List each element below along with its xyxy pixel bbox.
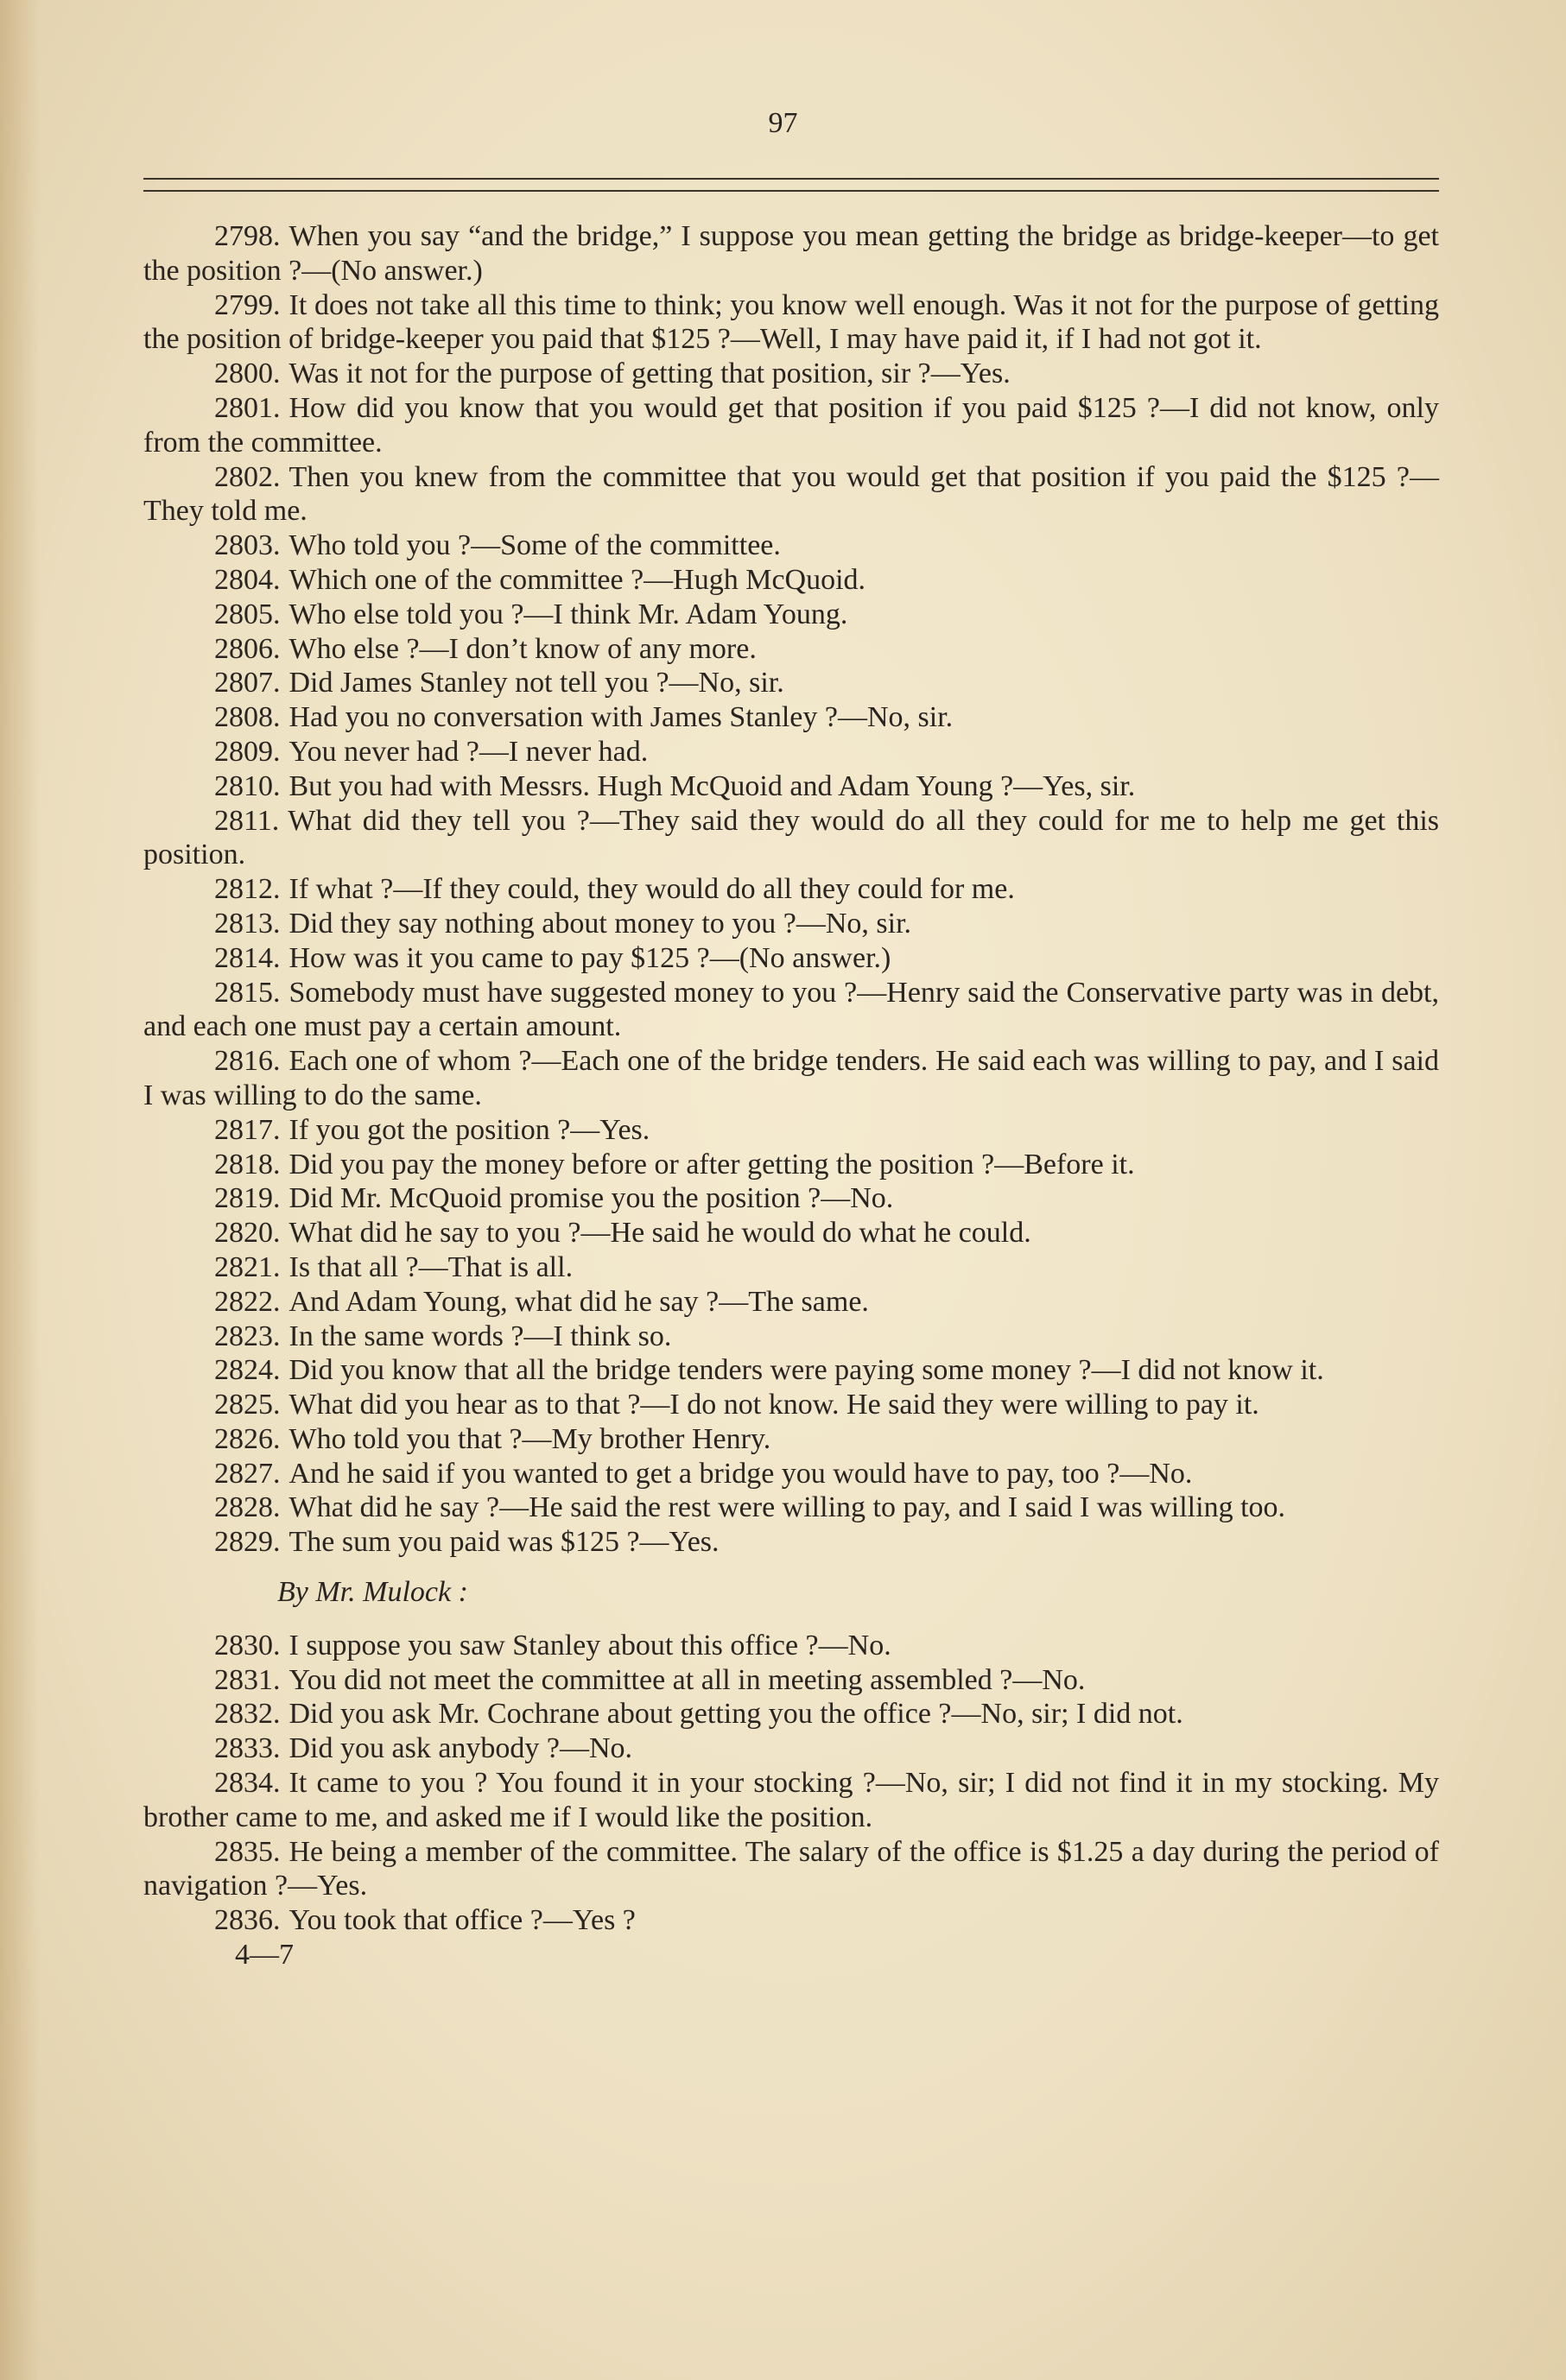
testimony-paragraph xyxy=(143,1697,1439,1731)
testimony-paragraph xyxy=(143,1148,1439,1182)
testimony-paragraph xyxy=(143,769,1439,804)
question-number: 2820. xyxy=(214,1217,281,1250)
testimony-text: Somebody must have suggested money to you ?—Henry said the Conservative party was in debt, and each one must pay a certain amount. xyxy=(143,976,1439,1043)
question-number: 2810. xyxy=(214,769,281,802)
testimony-text: If what ?—If they could, they would do all they could for me. xyxy=(288,873,1015,906)
testimony-paragraph xyxy=(143,219,1439,288)
question-number: 2818. xyxy=(214,1148,281,1181)
testimony-paragraph xyxy=(143,700,1439,735)
testimony-paragraph xyxy=(143,1422,1439,1457)
testimony-text: Who told you ?—Some of the committee. xyxy=(288,529,781,562)
question-number: 2836. xyxy=(214,1904,281,1937)
question-number: 2799. xyxy=(214,288,281,321)
question-number: 2814. xyxy=(214,941,281,974)
testimony-paragraph xyxy=(143,1216,1439,1250)
testimony-paragraph xyxy=(143,529,1439,563)
header-rule-top xyxy=(143,178,1439,180)
testimony-paragraph xyxy=(143,907,1439,941)
question-number: 2803. xyxy=(214,529,281,562)
testimony-text: You never had ?—I never had. xyxy=(288,735,649,768)
question-number: 2826. xyxy=(214,1422,281,1455)
testimony-paragraph xyxy=(143,1457,1439,1491)
testimony-paragraph xyxy=(143,1663,1439,1698)
question-number: 2800. xyxy=(214,358,281,390)
testimony-paragraph xyxy=(143,1766,1439,1835)
signature-mark: 4—7 xyxy=(235,1939,294,1972)
testimony-paragraph xyxy=(143,1903,1439,1938)
testimony-paragraph xyxy=(143,563,1439,598)
testimony-paragraph xyxy=(143,1525,1439,1560)
question-number: 2804. xyxy=(214,563,281,596)
testimony-paragraph xyxy=(143,1353,1439,1388)
testimony-text: What did they tell you ?—They said they would do all they could for me to help me get this position. xyxy=(143,804,1439,871)
testimony-paragraph xyxy=(143,1320,1439,1354)
testimony-paragraph xyxy=(143,1044,1439,1113)
testimony-paragraph xyxy=(143,1113,1439,1148)
testimony-paragraph xyxy=(143,598,1439,632)
testimony-text: It does not take all this time to think; you know well enough. Was it not for the purpose of getting the position of bridge-keeper you paid that $125 ?—Well, I may have paid it, if I had not got it. xyxy=(143,288,1439,356)
question-number: 2819. xyxy=(214,1182,281,1215)
testimony-paragraph xyxy=(143,941,1439,976)
testimony-text: Was it not for the purpose of getting that position, sir ?—Yes. xyxy=(288,358,1011,390)
question-number: 2830. xyxy=(214,1629,281,1662)
question-number: 2833. xyxy=(214,1732,281,1765)
testimony-text: What did he say to you ?—He said he would do what he could. xyxy=(288,1217,1031,1250)
testimony-paragraph xyxy=(143,804,1439,873)
question-number: 2834. xyxy=(214,1767,281,1800)
question-number: 2812. xyxy=(214,873,281,906)
testimony-text: Who else ?—I don’t know of any more. xyxy=(288,632,757,665)
question-number: 2828. xyxy=(214,1491,281,1524)
testimony-text: What did you hear as to that ?—I do not know. He said they were willing to pay it. xyxy=(288,1389,1259,1421)
testimony-text: And Adam Young, what did he say ?—The same. xyxy=(288,1285,869,1318)
question-number: 2815. xyxy=(214,976,281,1009)
testimony-text: Which one of the committee ?—Hugh McQuoid. xyxy=(288,563,866,596)
page-number: 97 xyxy=(768,107,798,139)
testimony-paragraph xyxy=(143,1285,1439,1320)
testimony-text: The sum you paid was $125 ?—Yes. xyxy=(288,1526,720,1559)
testimony-text: Did you know that all the bridge tenders were paying some money ?—I did not know it. xyxy=(288,1354,1324,1387)
testimony-text: You took that office ?—Yes ? xyxy=(288,1904,636,1937)
testimony-section-1 xyxy=(143,219,1439,1560)
testimony-text: Did you pay the money before or after getting the position ?—Before it. xyxy=(288,1148,1135,1181)
testimony-text: How was it you came to pay $125 ?—(No answer.) xyxy=(288,941,891,974)
testimony-paragraph xyxy=(143,357,1439,391)
testimony-text: Then you knew from the committee that you would get that position if you paid the $125 ?—They told me. xyxy=(143,460,1439,528)
testimony-text: In the same words ?—I think so. xyxy=(288,1320,672,1352)
testimony-paragraph xyxy=(143,1388,1439,1422)
testimony-text: But you had with Messrs. Hugh McQuoid and Adam Young ?—Yes, sir. xyxy=(288,769,1136,802)
question-number: 2801. xyxy=(214,391,281,424)
question-number: 2816. xyxy=(214,1045,281,1078)
question-number: 2809. xyxy=(214,735,281,768)
question-number: 2808. xyxy=(214,701,281,734)
testimony-section-2 xyxy=(143,1629,1439,1938)
testimony-paragraph xyxy=(143,288,1439,358)
testimony-paragraph xyxy=(143,1491,1439,1525)
header-rule-bottom xyxy=(143,190,1439,192)
testimony-paragraph xyxy=(143,1181,1439,1216)
question-number: 2835. xyxy=(214,1835,281,1868)
question-number: 2821. xyxy=(214,1250,281,1283)
testimony-text: Did James Stanley not tell you ?—No, sir. xyxy=(288,667,784,699)
testimony-paragraph xyxy=(143,735,1439,769)
question-number: 2805. xyxy=(214,598,281,630)
testimony-text: Did you ask Mr. Cochrane about getting you the office ?—No, sir; I did not. xyxy=(288,1698,1183,1731)
testimony-paragraph xyxy=(143,666,1439,700)
question-number: 2822. xyxy=(214,1285,281,1318)
question-number: 2817. xyxy=(214,1113,281,1146)
testimony-text: Who told you that ?—My brother Henry. xyxy=(288,1422,771,1455)
question-number: 2827. xyxy=(214,1457,281,1490)
page-edge-shading xyxy=(0,0,40,2380)
question-number: 2807. xyxy=(214,667,281,699)
testimony-text: I suppose you saw Stanley about this office ?—No. xyxy=(288,1629,891,1662)
testimony-paragraph xyxy=(143,391,1439,460)
question-number: 2824. xyxy=(214,1354,281,1387)
testimony-text: When you say “and the bridge,” I suppose you mean getting the bridge as bridge-keeper—to get the position ?—(No answer.) xyxy=(143,220,1439,287)
testimony-text: Had you no conversation with James Stanley ?—No, sir. xyxy=(288,701,954,734)
question-number: 2798. xyxy=(214,220,281,252)
question-number: 2802. xyxy=(214,460,281,493)
testimony-text: Each one of whom ?—Each one of the bridge tenders. He said each was willing to pay, and I said I was willing to do the same. xyxy=(143,1045,1439,1111)
testimony-text: You did not meet the committee at all in meeting assembled ?—No. xyxy=(288,1663,1086,1696)
testimony-text: Did you ask anybody ?—No. xyxy=(288,1732,633,1765)
testimony-paragraph xyxy=(143,1731,1439,1766)
question-number: 2831. xyxy=(214,1663,281,1696)
testimony-paragraph xyxy=(143,1250,1439,1285)
testimony-paragraph xyxy=(143,1629,1439,1663)
testimony-paragraph xyxy=(143,460,1439,529)
testimony-text: What did he say ?—He said the rest were willing to pay, and I said I was willing too. xyxy=(288,1491,1286,1524)
question-number: 2825. xyxy=(214,1389,281,1421)
testimony-paragraph xyxy=(143,1835,1439,1904)
question-number: 2806. xyxy=(214,632,281,665)
testimony-text: How did you know that you would get that position if you paid $125 ?—I did not know, only from the committee. xyxy=(143,391,1439,459)
testimony-paragraph xyxy=(143,632,1439,667)
question-number: 2832. xyxy=(214,1698,281,1731)
testimony-text: And he said if you wanted to get a bridge you would have to pay, too ?—No. xyxy=(288,1457,1193,1490)
question-number: 2813. xyxy=(214,907,281,940)
document-body xyxy=(143,219,1439,1972)
section-heading: By Mr. Mulock : xyxy=(277,1576,468,1609)
question-number: 2823. xyxy=(214,1320,281,1352)
testimony-text: Is that all ?—That is all. xyxy=(288,1250,574,1283)
testimony-paragraph xyxy=(143,872,1439,907)
testimony-paragraph xyxy=(143,976,1439,1045)
question-number: 2829. xyxy=(214,1526,281,1559)
testimony-text: Who else told you ?—I think Mr. Adam Young. xyxy=(288,598,848,630)
testimony-text: Did Mr. McQuoid promise you the position ?—No. xyxy=(288,1182,894,1215)
testimony-text: If you got the position ?—Yes. xyxy=(288,1113,650,1146)
testimony-text: He being a member of the committee. The salary of the office is $1.25 a day during the period of navigation ?—Yes. xyxy=(143,1835,1439,1902)
testimony-text: Did they say nothing about money to you ?—No, sir. xyxy=(288,907,912,940)
testimony-text: It came to you ? You found it in your stocking ?—No, sir; I did not find it in my stocking. My brother came to me, and asked me if I would like the position. xyxy=(143,1767,1439,1833)
question-number: 2811. xyxy=(214,804,280,837)
